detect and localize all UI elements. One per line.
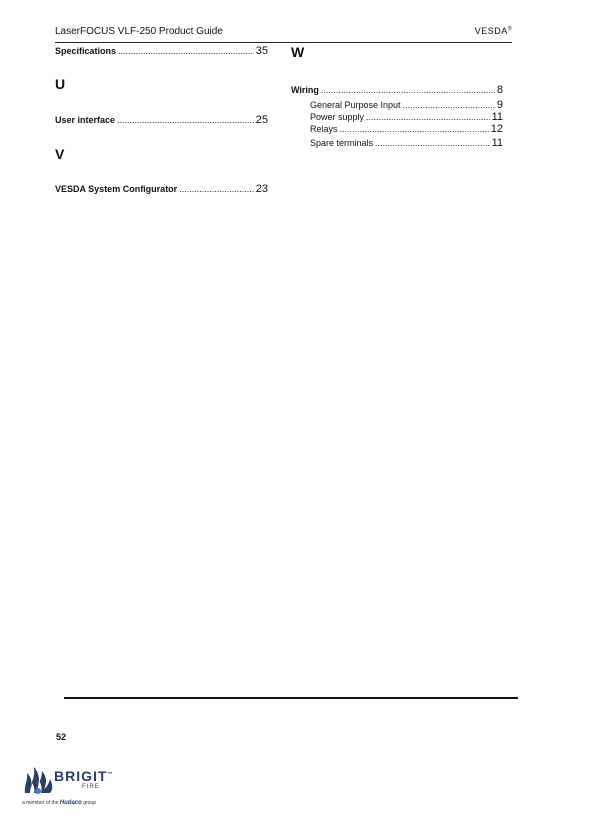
dot-leader bbox=[375, 138, 490, 148]
tagline-suffix: group bbox=[83, 800, 96, 806]
index-term: Relays bbox=[310, 124, 338, 134]
index-term: User interface bbox=[55, 115, 116, 125]
tagline-group: Hudaco bbox=[59, 800, 82, 806]
index-entry bbox=[291, 84, 503, 96]
logo-tagline bbox=[22, 800, 96, 806]
dot-leader bbox=[321, 85, 495, 95]
page-number: 52 bbox=[56, 732, 67, 742]
page-header bbox=[55, 24, 512, 43]
index-page: 25 bbox=[255, 114, 268, 126]
logo-sub-brand: FIRE bbox=[82, 784, 100, 790]
logo-brand-text: BRIGIT bbox=[54, 768, 108, 784]
index-term: Specifications bbox=[55, 46, 117, 56]
index-subentry bbox=[310, 123, 503, 135]
dot-leader bbox=[340, 124, 489, 134]
index-letter-heading: U bbox=[55, 76, 66, 92]
index-page: 9 bbox=[496, 99, 503, 111]
brand-name bbox=[475, 26, 512, 36]
dot-leader bbox=[118, 46, 254, 56]
logo-brand bbox=[54, 768, 113, 784]
index-subentry bbox=[310, 111, 503, 123]
index-subentry bbox=[310, 99, 503, 111]
index-term: Wiring bbox=[291, 85, 319, 95]
dot-leader bbox=[403, 100, 495, 110]
index-subentry bbox=[310, 137, 503, 149]
brigit-fire-logo bbox=[22, 763, 132, 811]
index-page: 11 bbox=[491, 137, 503, 149]
logo-brand-mark: ™ bbox=[107, 771, 114, 778]
index-term: VESDA System Configurator bbox=[55, 184, 178, 194]
index-term: Spare terminals bbox=[310, 138, 374, 148]
index-term: General Purpose Input bbox=[310, 100, 401, 110]
index-page: 12 bbox=[490, 123, 503, 135]
index-letter-heading: V bbox=[55, 146, 65, 162]
dot-leader bbox=[179, 184, 254, 194]
brand-text: VESDA bbox=[474, 26, 508, 36]
dot-leader bbox=[366, 112, 490, 122]
flame-logo-icon bbox=[22, 763, 56, 795]
index-letter-heading: W bbox=[291, 44, 305, 60]
index-term: Power supply bbox=[310, 112, 365, 122]
index-entry bbox=[55, 183, 268, 195]
index-page: 11 bbox=[491, 111, 503, 123]
tagline-prefix: a member of the bbox=[22, 800, 59, 806]
dot-leader bbox=[117, 115, 254, 125]
index-entry bbox=[55, 45, 268, 57]
footer-rule bbox=[64, 697, 518, 699]
index-page: 8 bbox=[496, 84, 503, 96]
brand-mark: ® bbox=[507, 26, 512, 32]
index-entry bbox=[55, 114, 268, 126]
index-page: 23 bbox=[255, 183, 268, 195]
document-title: LaserFOCUS VLF-250 Product Guide bbox=[55, 26, 223, 37]
index-page: 35 bbox=[255, 45, 268, 57]
